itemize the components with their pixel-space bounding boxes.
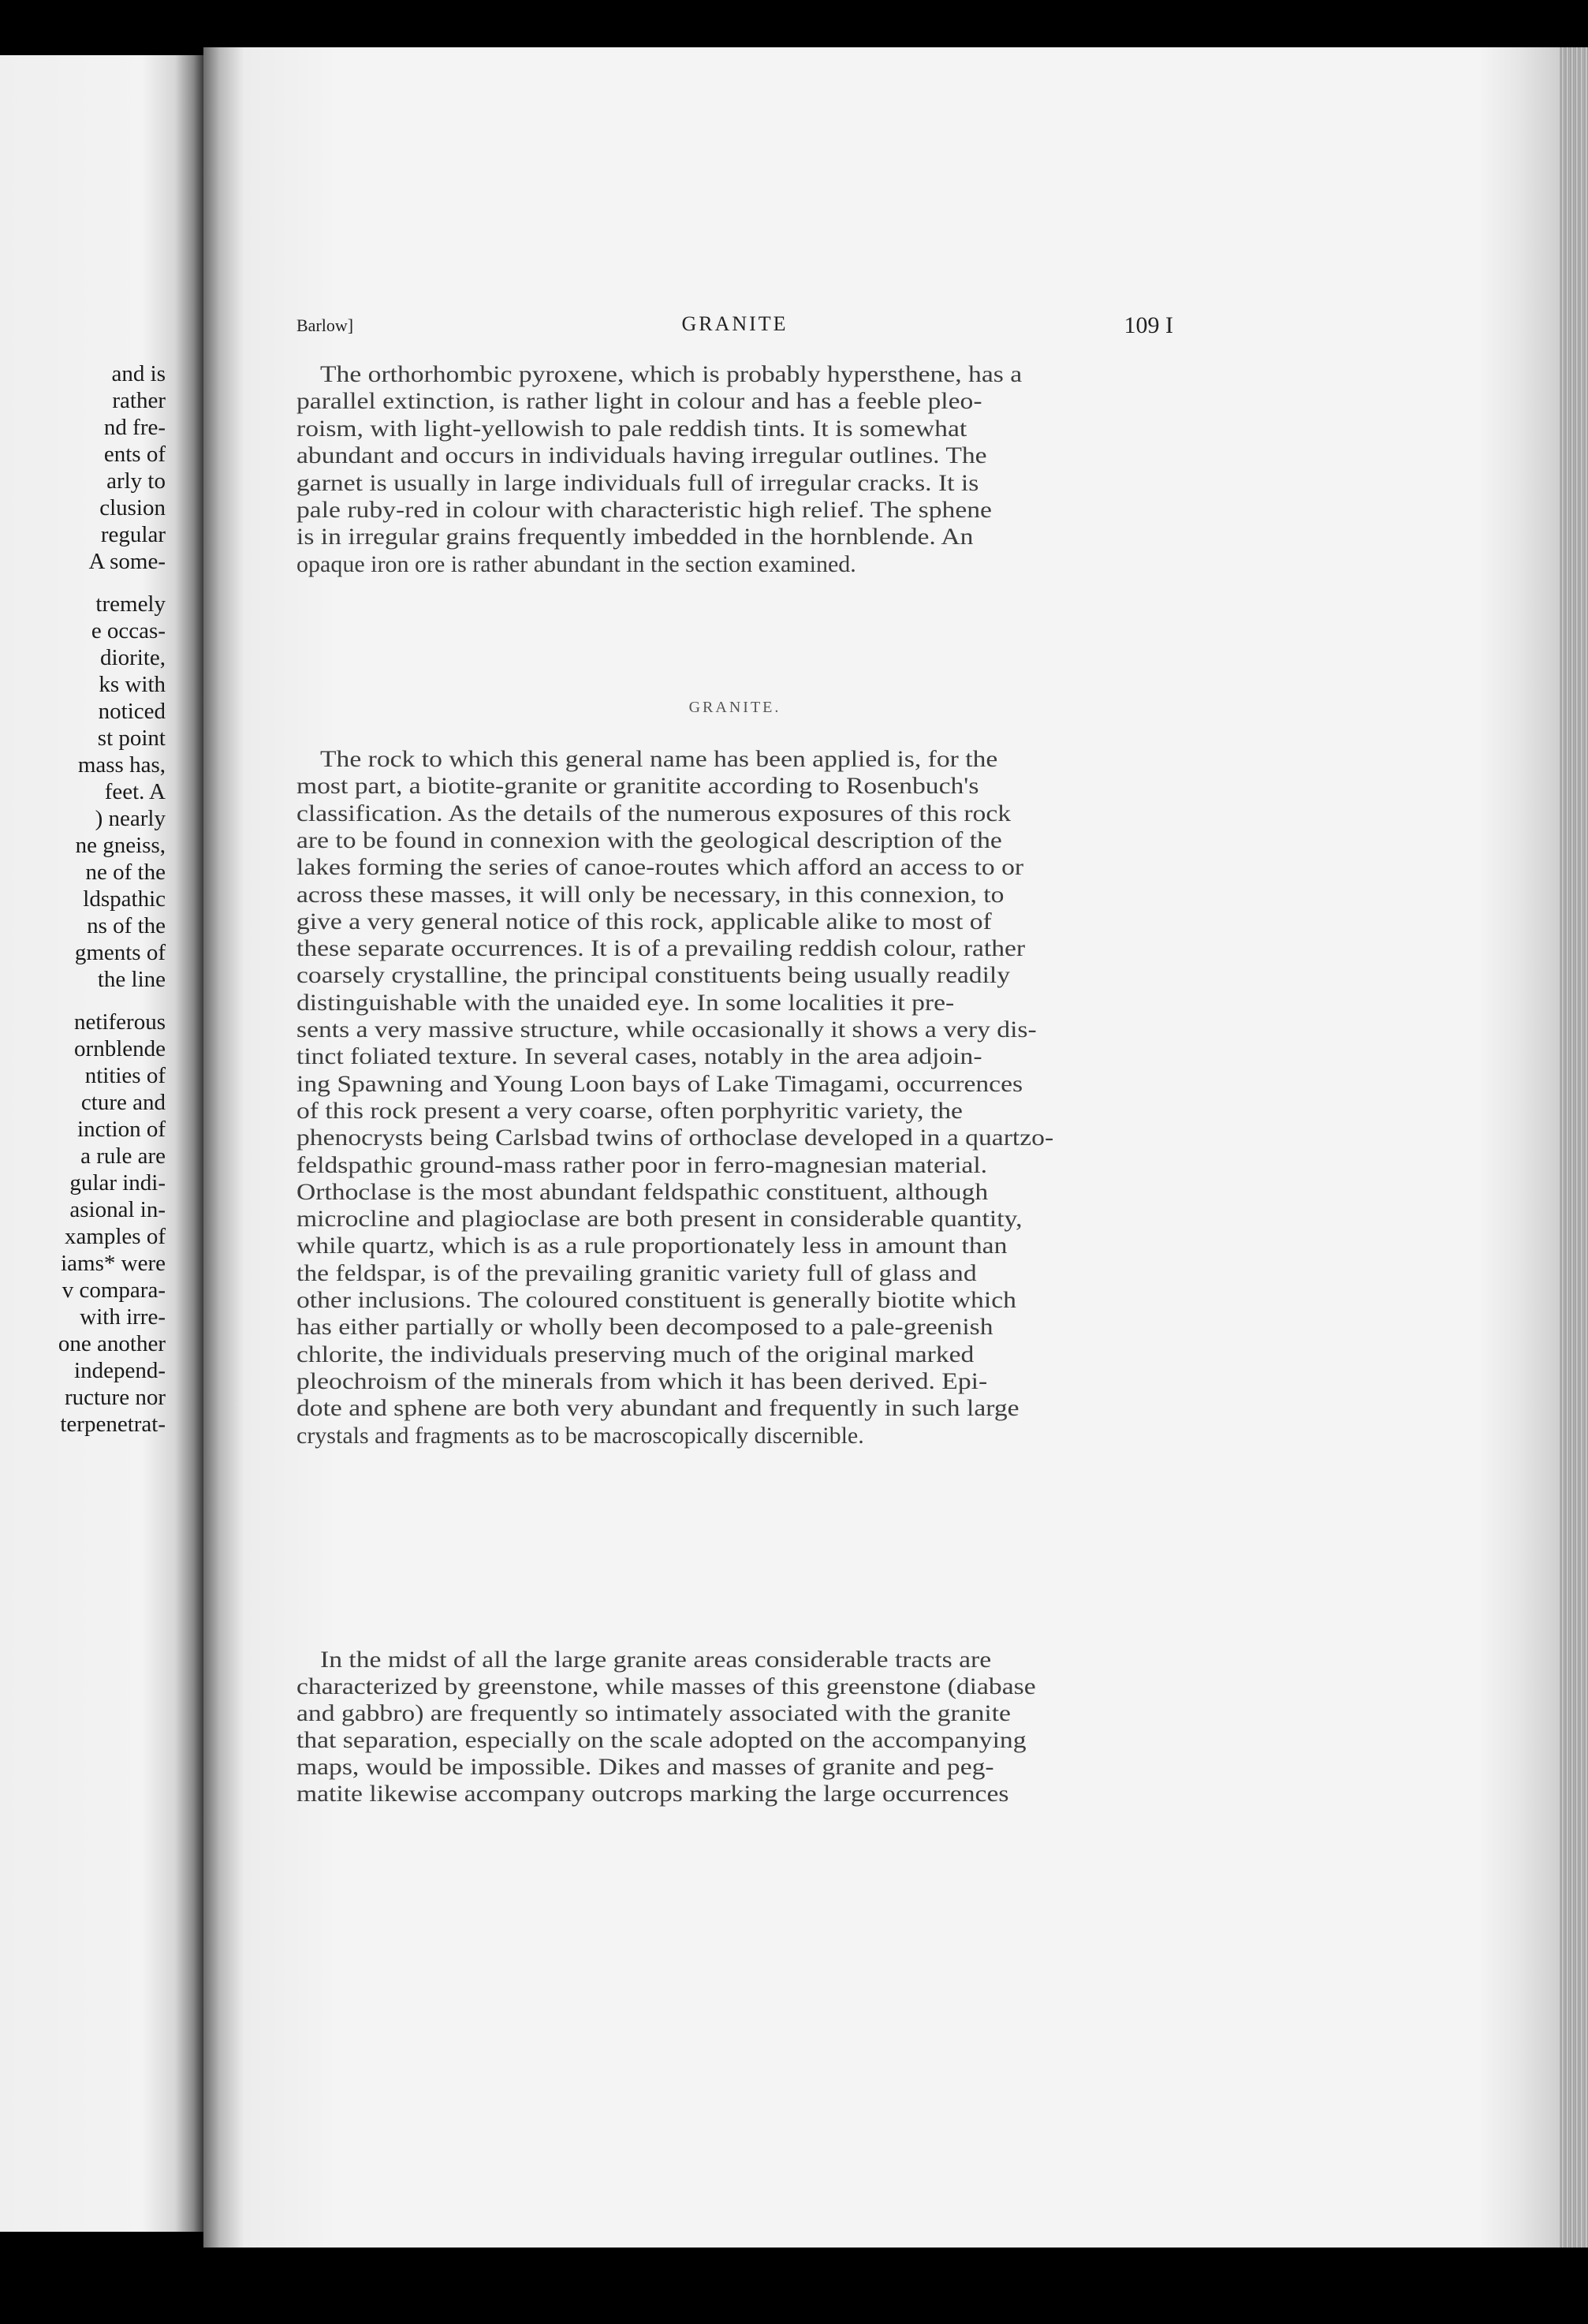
left-page-line: independ-	[74, 1358, 166, 1383]
left-page-line: asional in-	[69, 1197, 166, 1222]
text-line: give a very general notice of this rock, applicable alike to most of	[296, 908, 992, 934]
left-page-line: ne gneiss,	[75, 833, 166, 858]
left-page-line: arly to	[106, 468, 166, 494]
text-line: tinct foliated texture. In several cases, notably in the area adjoin-	[296, 1043, 982, 1070]
text-line: pale ruby-red in colour with characteristic high relief. The sphene	[296, 497, 992, 523]
text-line: dote and sphene are both very abundant and frequently in such large	[296, 1395, 1020, 1422]
text-line: The orthorhombic pyroxene, which is probably hypersthene, has a	[320, 361, 1023, 387]
text-line: maps, would be impossible. Dikes and masses of granite and peg-	[296, 1754, 994, 1780]
text-line: classification. As the details of the numerous exposures of this rock	[296, 800, 1012, 826]
left-page-line: netiferous	[74, 1009, 166, 1035]
text-line: sents a very massive structure, while occasionally it shows a very dis-	[296, 1017, 1037, 1043]
left-page-line: and is	[111, 361, 166, 386]
left-page-line: v compara-	[62, 1278, 166, 1303]
text-line: abundant and occurs in individuals having irregular outlines. The	[296, 442, 987, 469]
left-page-line: ne of the	[85, 860, 166, 885]
left-page-line: tremely	[95, 591, 166, 617]
left-page-line: ) nearly	[95, 806, 166, 831]
left-page-line: A some-	[88, 549, 166, 574]
left-page-line: one another	[58, 1331, 166, 1356]
left-page-line: diorite,	[100, 645, 166, 670]
page-edge-stack	[1560, 47, 1588, 2248]
left-page-line: feet. A	[104, 779, 166, 804]
running-header	[296, 312, 1173, 344]
text-line: chlorite, the individuals preserving much of the original marked	[296, 1341, 975, 1367]
left-page-line: ldspathic	[83, 886, 166, 912]
left-page-line: inction of	[77, 1117, 166, 1142]
left-page-line: cture and	[80, 1090, 166, 1115]
left-facing-page	[0, 55, 203, 2232]
left-page-line: ks with	[99, 672, 166, 697]
left-page-line: gular indi-	[69, 1170, 166, 1196]
page-number: 109 I	[1124, 312, 1173, 338]
running-header-title: GRANITE	[681, 312, 788, 335]
left-page-line: clusion	[99, 495, 166, 520]
text-line: microcline and plagioclase are both present in considerable quantity,	[296, 1206, 1023, 1233]
left-page-line: terpenetrat-	[60, 1412, 166, 1437]
left-page-line: ructure nor	[64, 1385, 166, 1410]
text-line: distinguishable with the unaided eye. In some localities it pre-	[296, 989, 955, 1016]
text-line: most part, a biotite-granite or granitite according to Rosenbuch's	[296, 773, 979, 800]
left-page-line: gments of	[74, 940, 166, 965]
left-page-line: rather	[112, 388, 166, 413]
text-line: opaque iron ore is rather abundant in the section examined.	[296, 550, 856, 577]
text-line: characterized by greenstone, while masses of this greenstone (diabase	[296, 1673, 1036, 1699]
left-page-line: noticed	[98, 699, 166, 724]
left-page-line: iams* were	[61, 1251, 166, 1276]
text-line: matite likewise accompany outcrops marking the large occurrences	[296, 1781, 1009, 1807]
text-line: across these masses, it will only be necessary, in this connexion, to	[296, 881, 1005, 908]
text-line: ing Spawning and Young Loon bays of Lake Timagami, occurrences	[296, 1070, 1023, 1097]
text-line: lakes forming the series of canoe-routes which afford an access to or	[296, 854, 1024, 881]
text-line: that separation, especially on the scale adopted on the accompanying	[296, 1727, 1027, 1753]
text-line: In the midst of all the large granite areas considerable tracts are	[320, 1647, 992, 1673]
left-page-line: a rule are	[80, 1143, 166, 1169]
running-header-author: Barlow]	[296, 315, 354, 335]
text-line: the feldspar, is of the prevailing granitic variety full of glass and	[296, 1259, 977, 1286]
text-line: feldspathic ground-mass rather poor in ferro-magnesian material.	[296, 1151, 988, 1178]
left-page-line: ents of	[103, 442, 166, 467]
text-line: while quartz, which is as a rule proportionately less in amount than	[296, 1233, 1008, 1259]
left-page-line: mass has,	[77, 752, 166, 778]
section-heading: GRANITE.	[688, 699, 781, 716]
text-line: other inclusions. The coloured constituent is generally biotite which	[296, 1287, 1016, 1313]
text-line: Orthoclase is the most abundant feldspathic constituent, although	[296, 1178, 989, 1205]
text-line: these separate occurrences. It is of a prevailing reddish colour, rather	[296, 935, 1026, 962]
left-page-line: ntities of	[84, 1063, 166, 1088]
text-line: parallel extinction, is rather light in colour and has a feeble pleo-	[296, 388, 982, 415]
text-line: roism, with light-yellowish to pale reddish tints. It is somewhat	[296, 415, 967, 442]
text-line: pleochroism of the minerals from which it has been derived. Epi-	[296, 1367, 988, 1394]
text-line: The rock to which this general name has been applied is, for the	[320, 746, 998, 772]
text-line: coarsely crystalline, the principal constituents being usually readily	[296, 962, 1011, 989]
left-page-line: the line	[97, 967, 166, 992]
text-line: has either partially or wholly been decomposed to a pale-greenish	[296, 1314, 993, 1341]
left-page-line: xamples of	[64, 1224, 166, 1249]
text-line: garnet is usually in large individuals full of irregular cracks. It is	[296, 469, 979, 496]
text-line: of this rock present a very coarse, often porphyritic variety, the	[296, 1097, 963, 1124]
text-line: phenocrysts being Carlsbad twins of orthoclase developed in a quartzo-	[296, 1125, 1054, 1151]
left-page-line: e occas-	[91, 618, 166, 643]
text-line: are to be found in connexion with the geological description of the	[296, 826, 1002, 853]
left-page-line: regular	[100, 522, 166, 547]
left-page-line: ns of the	[87, 913, 166, 938]
left-page-line: nd fre-	[103, 415, 166, 440]
text-line: is in irregular grains frequently imbedded in the hornblende. An	[296, 524, 974, 550]
left-page-line: ornblende	[74, 1036, 166, 1061]
left-page-line: with irre-	[80, 1304, 166, 1330]
left-page-line: st point	[97, 726, 166, 751]
text-line: crystals and fragments as to be macroscopically discernible.	[296, 1422, 864, 1449]
text-line: and gabbro) are frequently so intimately associated with the granite	[296, 1700, 1011, 1726]
